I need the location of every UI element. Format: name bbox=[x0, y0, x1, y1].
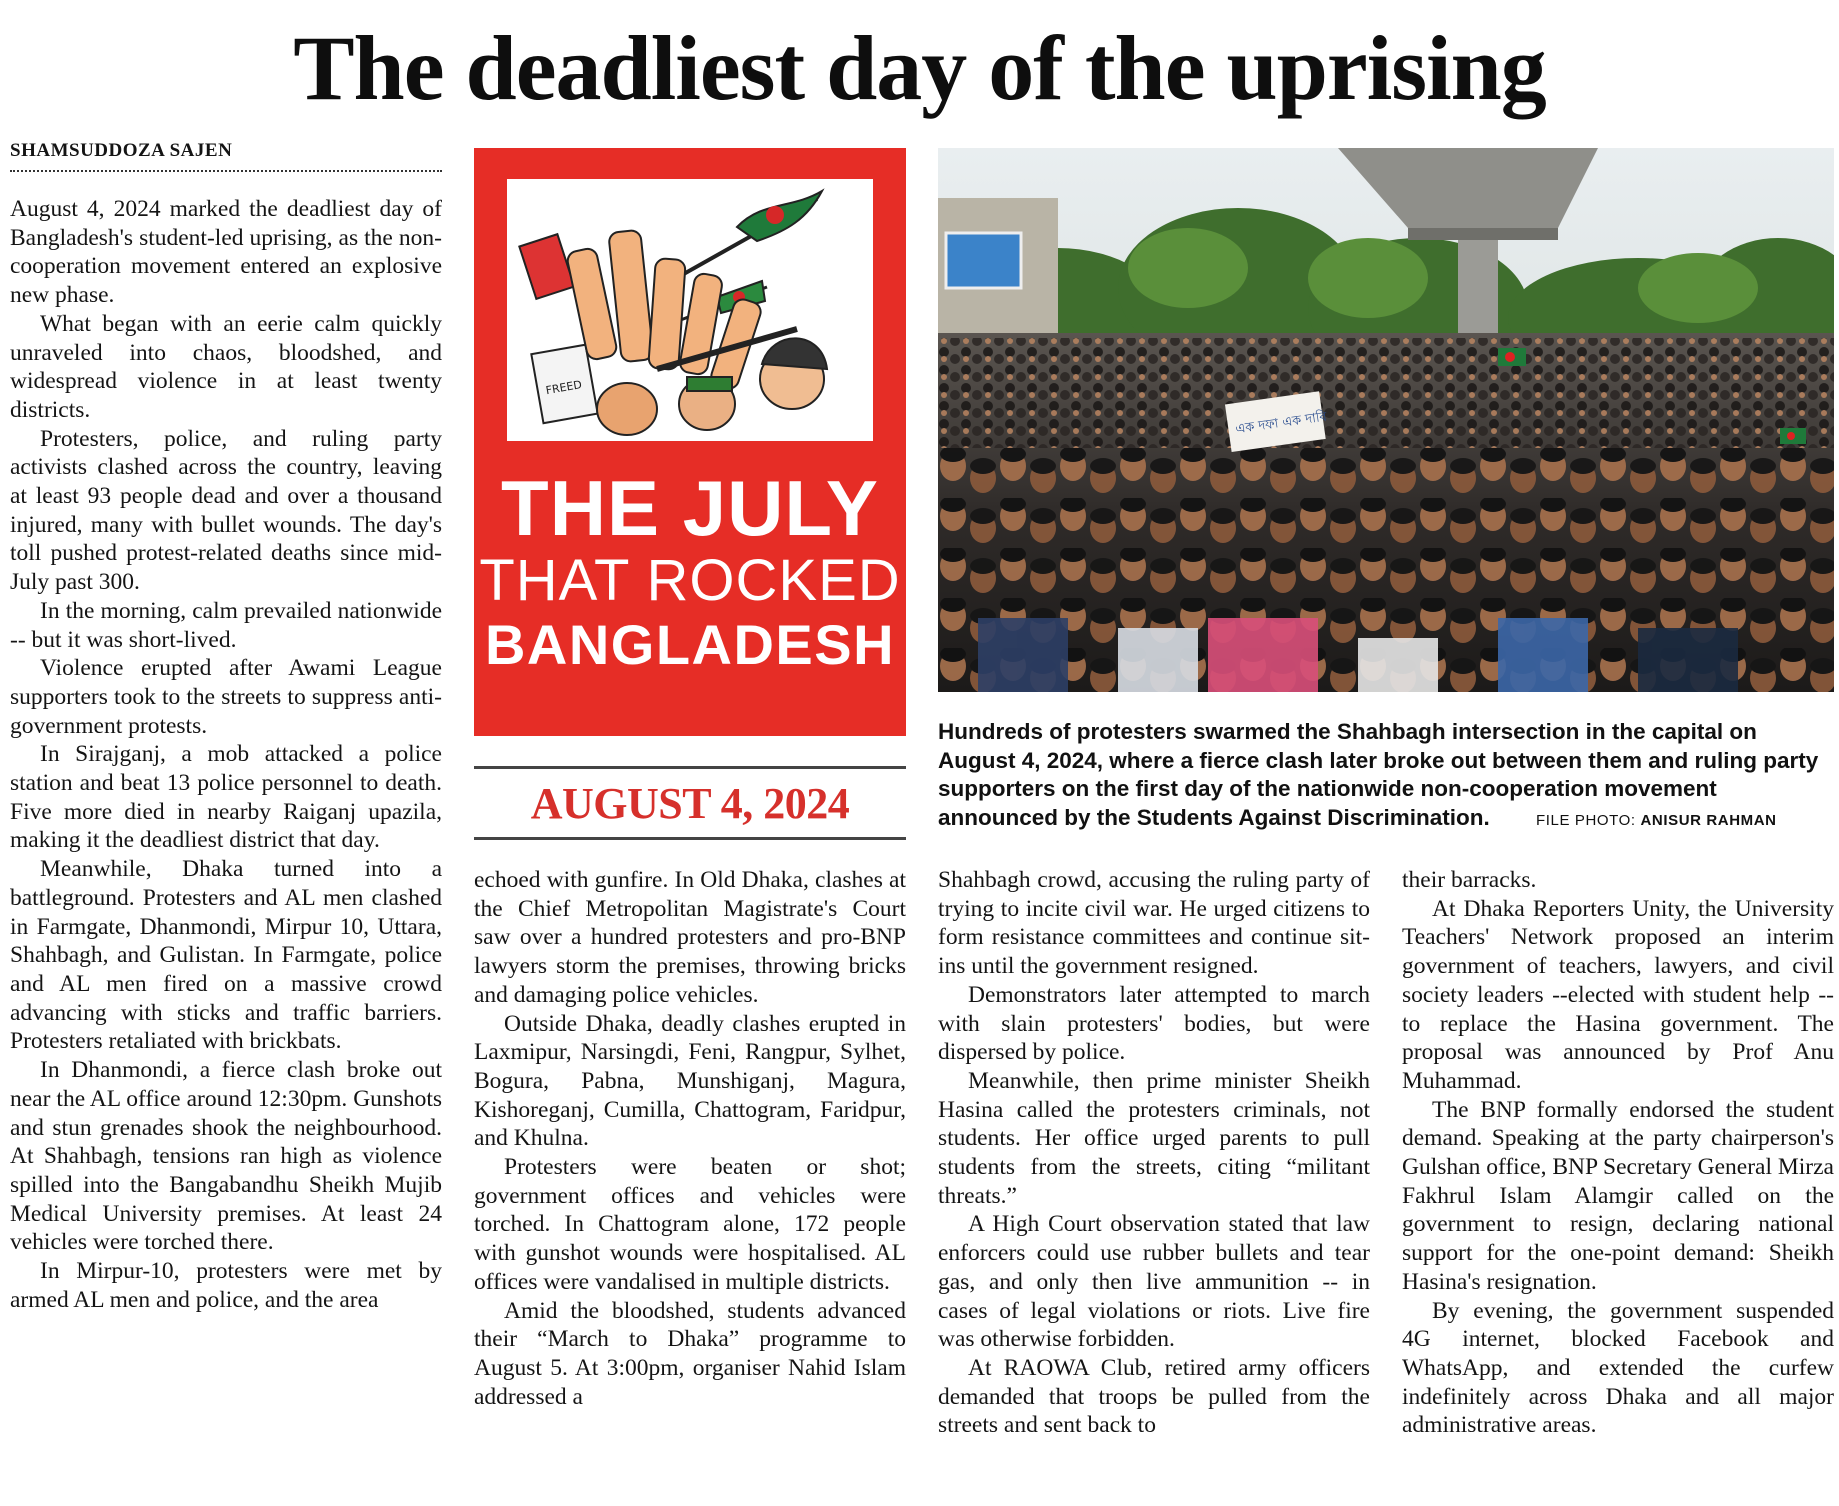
article-column-3 bbox=[938, 866, 1370, 1440]
credit-name: ANISUR RAHMAN bbox=[1640, 811, 1777, 829]
promo-title-line-3: BANGLADESH bbox=[484, 613, 896, 676]
paragraph: Protesters, police, and ruling party activists clashed across the country, leaving at least 93 people dead and over a thousand injured, many with bullet wounds. The day's toll pushed protest-related deaths since mid-July past 300. bbox=[10, 425, 442, 596]
paragraph: their barracks. bbox=[1402, 867, 1537, 893]
crowd-photo-icon bbox=[938, 148, 1834, 692]
paragraph: Meanwhile, then prime minister Sheikh Hasina called the protesters criminals, not students. Her office urged parents to pull students from the streets, citing “militant threats.” bbox=[938, 1067, 1370, 1209]
paragraph: echoed with gunfire. In Old Dhaka, clashes at the Chief Metropolitan Magistrate's Court saw over a hundred protesters and pro-BNP lawyers storm the premises, throwing bricks and damaging police vehicles. bbox=[474, 867, 906, 1008]
series-promo-box bbox=[474, 148, 906, 736]
photo-caption bbox=[938, 718, 1834, 835]
paragraph: Meanwhile, Dhaka turned into a battleground. Protesters and AL men clashed in Farmgate, Dhanmondi, Mirpur 10, Uttara, Shahbagh, and Gulistan. In Farmgate, police and AL men fired on a massive crowd advancing with sticks and traffic barriers. Protesters retaliated with brickbats. bbox=[10, 856, 442, 1055]
paragraph: Protesters were beaten or shot; government offices and vehicles were torched. In Chattogram alone, 172 people with gunshot wounds were hospitalised. AL offices were vandalised in multiple districts. bbox=[474, 1154, 906, 1295]
paragraph: At Dhaka Reporters Unity, the University Teachers' Network proposed an interim government of teachers, lawyers, and civil society leaders --elected with student help -- to replace the Hasina government. The proposal was announced by Prof Anu Muhammad. bbox=[1402, 895, 1834, 1094]
shahbagh-crowd-photo bbox=[938, 148, 1834, 692]
promo-title-line-2: THAT ROCKED bbox=[479, 548, 901, 613]
photo-credit bbox=[1536, 812, 1777, 829]
paragraph: Shahbagh crowd, accusing the ruling party of trying to incite civil war. He urged citizens to form resistance committees and continue sit-ins until the government resigned. bbox=[938, 867, 1370, 980]
paragraph: A High Court observation stated that law enforcers could use rubber bullets and tear gas, and only then live ammunition -- in cases of legal violations or riots. Live fire was otherwise forbidden. bbox=[938, 1211, 1370, 1353]
protest-placard-text: এক দফা এক দাবি bbox=[1234, 409, 1328, 438]
paragraph: August 4, 2024 marked the deadliest day of Bangladesh's student-led uprising, as the non-cooperation movement entered an explosive new phase. bbox=[10, 196, 442, 309]
paragraph: What began with an eerie calm quickly unraveled into chaos, bloodshed, and widespread violence in at least twenty districts. bbox=[10, 310, 442, 423]
raised-fists-icon bbox=[507, 179, 873, 441]
paragraph: Violence erupted after Awami League supporters took to the streets to suppress anti-government protests. bbox=[10, 655, 442, 739]
placard-label: FREED bbox=[544, 378, 583, 398]
promo-title bbox=[474, 464, 906, 676]
paragraph: In Sirajganj, a mob attacked a police station and beat 13 police personnel to death. Five more died in nearby Raiganj upazila, making it the deadliest district that day. bbox=[10, 741, 442, 854]
paragraph: Demonstrators later attempted to march with slain protesters' bodies, but were dispersed by police. bbox=[938, 981, 1370, 1066]
caption-text: Hundreds of protesters swarmed the Shahbagh intersection in the capital on August 4, 2024, where a fierce clash later broke out between them and ruling party supporters on the first day of the nationwide non-cooperation movement announced by the Students Against Discrimination. bbox=[938, 719, 1819, 830]
paragraph: Amid the bloodshed, students advanced their “March to Dhaka” programme to August 5. At 3:00pm, organiser Nahid Islam addressed a bbox=[474, 1297, 906, 1410]
paragraph: By evening, the government suspended 4G internet, blocked Facebook and WhatsApp, and extended the curfew indefinitely across Dhaka and all major administrative areas. bbox=[1402, 1297, 1834, 1439]
headline: The deadliest day of the uprising bbox=[293, 17, 1546, 119]
protest-illustration bbox=[507, 179, 873, 441]
paragraph: In the morning, calm prevailed nationwide -- but it was short-lived. bbox=[10, 597, 442, 653]
paragraph: At RAOWA Club, retired army officers demanded that troops be pulled from the streets and sent back to bbox=[938, 1354, 1370, 1439]
paragraph: The BNP formally endorsed the student demand. Speaking at the party chairperson's Gulshan office, BNP Secretary General Mirza Fakhrul Islam Alamgir called on the government to resign, declaring national support for the one-point demand: Sheikh Hasina's resignation. bbox=[1402, 1096, 1834, 1295]
article-column-2 bbox=[474, 866, 906, 1411]
credit-label: FILE PHOTO: bbox=[1536, 811, 1636, 829]
paragraph: In Mirpur-10, protesters were met by armed AL men and police, and the area bbox=[10, 1258, 442, 1313]
date-banner bbox=[474, 766, 906, 840]
promo-title-line-1: THE JULY bbox=[501, 464, 879, 552]
article-column-4 bbox=[1402, 866, 1834, 1440]
article-column-1 bbox=[10, 195, 442, 1314]
paragraph: In Dhanmondi, a fierce clash broke out near the AL office around 12:30pm. Gunshots and stun grenades shook the neighbourhood. At Shahbagh, tensions ran high as violence spilled into the Bangabandhu Sheikh Mujib Medical University premises. At least 24 vehicles were torched there. bbox=[10, 1057, 442, 1256]
date-label: AUGUST 4, 2024 bbox=[530, 779, 850, 828]
byline: SHAMSUDDOZA SAJEN bbox=[10, 140, 442, 172]
paragraph: Outside Dhaka, deadly clashes erupted in Laxmipur, Narsingdi, Feni, Rangpur, Sylhet, Bogura, Pabna, Munshiganj, Magura, Kishoreganj, Cumilla, Chattogram, Faridpur, and Khulna. bbox=[474, 1010, 906, 1152]
